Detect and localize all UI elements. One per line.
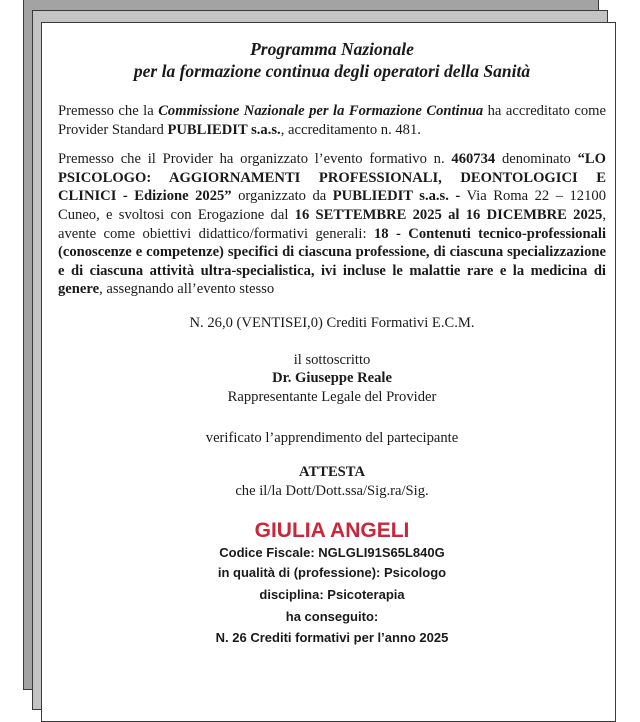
signer-role: Rappresentante Legale del Provider xyxy=(227,388,437,405)
event-objective: 18 - Contenuti tecnico-professionali (conoscenze e competenze) specifici di ciascuna professione, di ciascuna specializzazione e di ciascuna attività ultra-specialistica, ivi incluse le malattie rare e la medicina di genere xyxy=(58,225,606,298)
achieved-label: ha conseguito: xyxy=(285,608,379,624)
text: Via Roma 22 – 12100 Cuneo, e svoltosi con Erogazione dal xyxy=(58,188,606,223)
credits-year: N. 26 Crediti formativi per l’anno 2025 xyxy=(215,630,449,646)
fiscal-code: Codice Fiscale: NGLGLI91S65L840G xyxy=(219,545,445,561)
participant-name: GIULIA ANGELI xyxy=(254,519,410,543)
commission-name: Commissione Nazionale per la Formazione Continua xyxy=(158,103,484,119)
ecm-credits: N. 26,0 (VENTISEI,0) Crediti Formativi E.C.M. xyxy=(189,314,475,331)
title-line-2: per la formazione continua degli operatori della Sanità xyxy=(133,61,531,81)
text: , avente come obiettivi didattico/formativi generali: xyxy=(58,206,606,242)
profession: in qualità di (professione): Psicologo xyxy=(217,564,447,580)
event-number: 460734 xyxy=(451,151,496,168)
provider-name: PUBLIEDIT s.a.s. xyxy=(167,121,281,138)
title-line-1: Programma Nazionale xyxy=(250,39,414,59)
discipline: disciplina: Psicoterapia xyxy=(259,587,405,603)
organizer-name: PUBLIEDIT s.a.s. - xyxy=(332,188,461,205)
text: organizzato da xyxy=(231,188,333,205)
signer-intro: il sottoscritto xyxy=(293,351,371,368)
event-paragraph xyxy=(58,150,606,299)
text: Premesso che la xyxy=(58,103,159,119)
text: denominato xyxy=(495,151,578,168)
attesta-heading: ATTESTA xyxy=(299,463,365,480)
text: , assegnando all’evento stesso xyxy=(99,281,275,298)
event-dates: 16 SETTEMBRE 2025 al 16 DICEMBRE 2025 xyxy=(294,206,603,223)
text: ha accreditato come Provider Standard xyxy=(58,103,606,138)
accreditation-paragraph xyxy=(58,102,606,139)
text: Premesso che il Provider ha organizzato l’evento formativo n. xyxy=(58,151,452,168)
verification-text: verificato l’apprendimento del partecipante xyxy=(205,430,459,447)
signer-name: Dr. Giuseppe Reale xyxy=(272,370,392,387)
salutation: che il/la Dott/Dott.ssa/Sig.ra/Sig. xyxy=(235,482,429,499)
event-title: “LO PSICOLOGO: AGGIORNAMENTI PROFESSIONALI, DEONTOLOGICI E CLINICI - Edizione 2025” xyxy=(58,151,607,205)
certificate-content xyxy=(58,38,606,648)
text: , accreditamento n. 481. xyxy=(280,121,421,138)
